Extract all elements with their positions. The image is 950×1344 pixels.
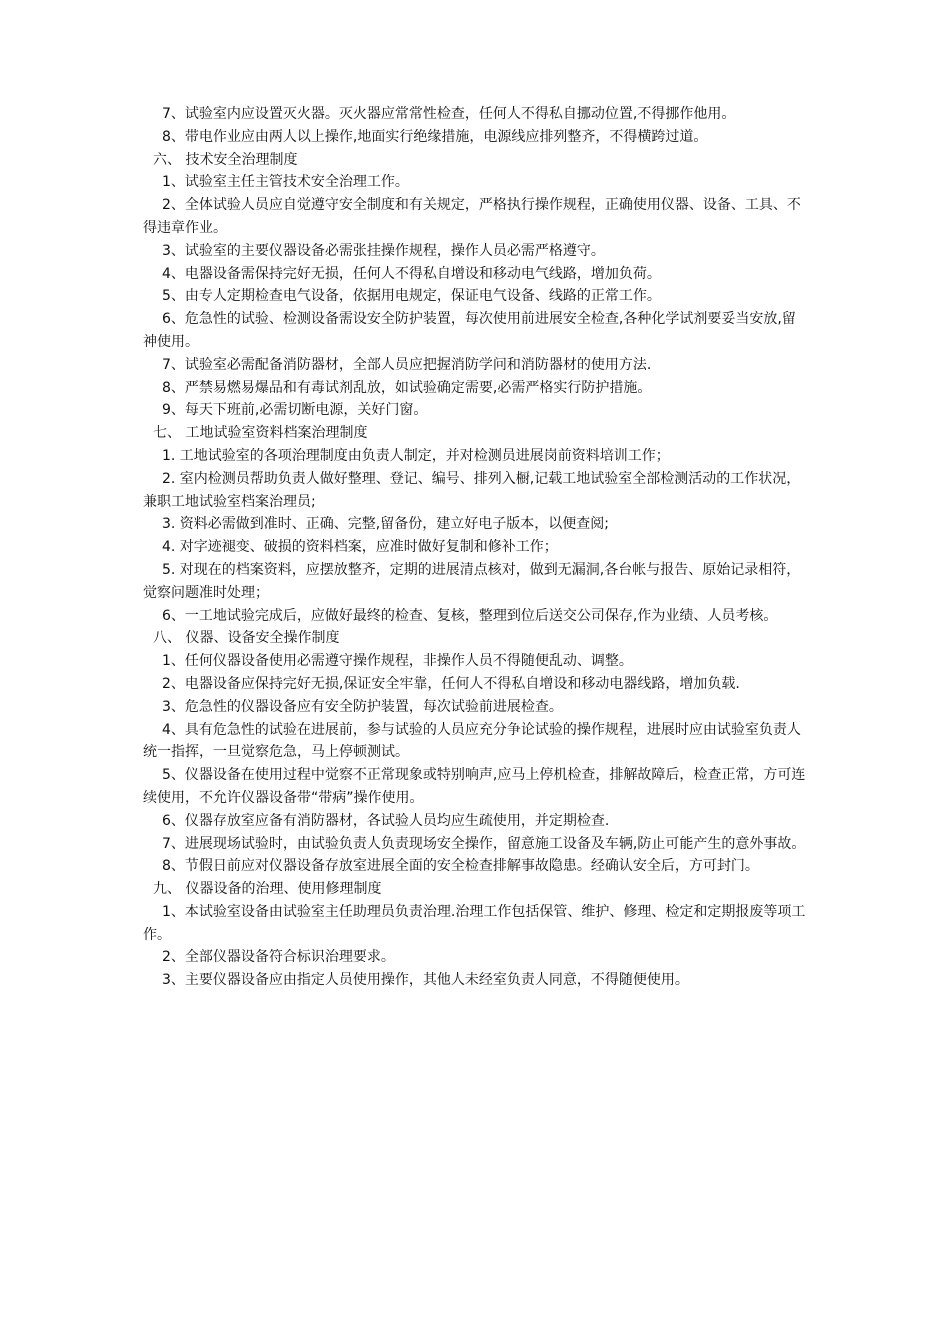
document-body [143, 103, 808, 992]
list-item: 2、全体试验人员应自觉遵守安全制度和有关规定，严格执行操作规程，正确使用仪器、设备、工具、不得违章作业。 [143, 197, 801, 236]
list-item: 3. 资料必需做到准时、正确、完整,留备份，建立好电子版本，以便查阅; [162, 516, 609, 533]
list-item: 8、严禁易燃易爆品和有毒试剂乱放，如试验确定需要,必需严格实行防护措施。 [162, 379, 652, 396]
list-item: 7、试验室内应设置灭火器。灭火器应常常性检查，任何人不得私自挪动位置,不得挪作他用。 [162, 106, 736, 122]
section-heading: 八、 仪器、设备安全操作制度 [153, 630, 340, 647]
list-item: 1. 工地试验室的各项治理制度由负责人制定，并对检测员进展岗前资料培训工作； [162, 447, 670, 464]
section-heading: 九、 仪器设备的治理、使用修理制度 [153, 881, 382, 898]
list-item: 7、试验室必需配备消防器材，全部人员应把握消防学问和消防器材的使用方法. [162, 356, 652, 373]
list-item: 4、具有危急性的试验在进展前，参与试验的人员应充分争论试验的操作规程，进展时应由试验室负责人统一指挥，一旦觉察危急，马上停顿测试。 [143, 721, 801, 761]
list-item: 8、带电作业应由两人以上操作,地面实行绝缘措施，电源线应排列整齐，不得横跨过道。 [162, 128, 708, 145]
list-item: 7、进展现场试验时，由试验负责人负责现场安全操作，留意施工设备及车辆,防止可能产生的意外事故。 [162, 835, 806, 852]
list-item: 3、危急性的仪器设备应有安全防护装置，每次试验前进展检查。 [162, 698, 563, 715]
list-item: 5、由专人定期检查电气设备，依据用电规定，保证电气设备、线路的正常工作。 [162, 288, 661, 305]
list-item: 8、节假日前应对仪器设备存放室进展全面的安全检查排解事故隐患。经确认安全后，方可封门。 [162, 858, 759, 875]
list-item: 1、试验室主任主管技术安全治理工作。 [162, 174, 409, 191]
list-item: 5. 对现在的档案资料，应摆放整齐，定期的进展清点核对，做到无漏洞,各台帐与报告、原始记录相符，觉察问题准时处理； [143, 561, 801, 601]
list-item: 1、任何仪器设备使用必需遵守操作规程，非操作人员不得随便乱动、调整。 [162, 653, 633, 670]
list-item: 9、每天下班前,必需切断电源，关好门窗。 [162, 402, 428, 419]
section-heading: 七、 工地试验室资料档案治理制度 [153, 425, 368, 442]
list-item: 2、全部仪器设备符合标识治理要求。 [162, 949, 395, 966]
list-item: 4. 对字迹褪变、破损的资料档案，应准时做好复制和修补工作； [162, 539, 558, 556]
list-item: 2、电器设备应保持完好无损,保证安全牢靠，任何人不得私自增设和移动电器线路，增加负载. [162, 675, 740, 692]
section-heading: 六、 技术安全治理制度 [153, 151, 298, 168]
list-item: 1、本试验室设备由试验室主任助理员负责治理.治理工作包括保管、维护、修理、检定和定期报废等项工作。 [143, 903, 806, 943]
list-item: 3、主要仪器设备应由指定人员使用操作，其他人未经室负责人同意，不得随便使用。 [162, 972, 689, 989]
list-item: 6、危急性的试验、检测设备需设安全防护装置，每次使用前进展安全检查,各种化学试剂要妥当安放,留神使用。 [143, 311, 796, 350]
list-item: 2. 室内检测员帮助负责人做好整理、登记、编号、排列入橱,记载工地试验室全部检测活动的工作状况，兼职工地试验室档案治理员; [143, 470, 801, 510]
list-item: 4、电器设备需保持完好无损，任何人不得私自增设和移动电气线路，增加负荷。 [162, 265, 661, 282]
list-item: 6、仪器存放室应备有消防器材，各试验人员均应生疏使用，并定期检查. [162, 812, 610, 829]
list-item: 5、仪器设备在使用过程中觉察不正常现象或特别响声,应马上停机检查，排解故障后，检查正常，方可连续使用，不允许仪器设备带“带病”操作使用。 [143, 767, 806, 806]
list-item: 3、试验室的主要仪器设备必需张挂操作规程，操作人员必需严格遵守。 [162, 242, 605, 259]
list-item: 6、一工地试验完成后，应做好最终的检查、复核，整理到位后送交公司保存,作为业绩、人员考核。 [162, 607, 778, 624]
